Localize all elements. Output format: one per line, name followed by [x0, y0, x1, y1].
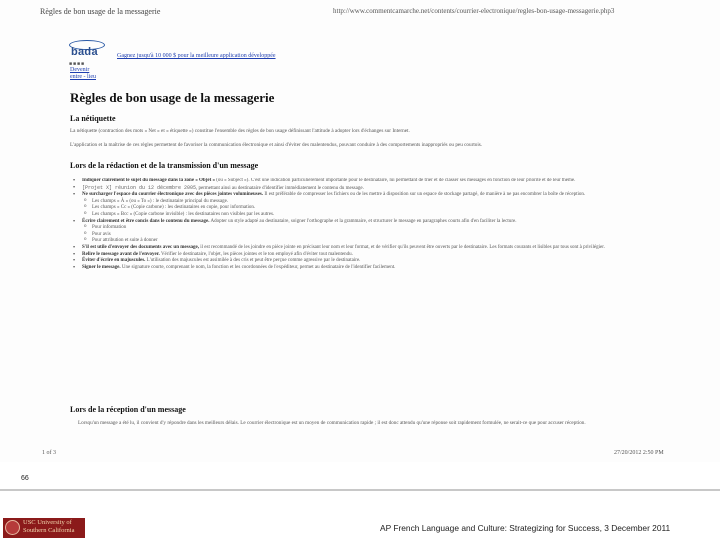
list-item: • Signer le message. Une signature courte, comprenant le nom, la fonction et les coordonnées de l'expéditeur, permet au destinataire de l'identifier facilement. [70, 265, 610, 272]
logo-brand: bada [71, 46, 98, 58]
slide-number: 66 [21, 475, 29, 482]
list-item: • Relire le message avant de l'envoyer. Vérifier le destinataire, l'objet, les pièces jointes et le ton employé afin d'éviter tout malentendu. [70, 252, 610, 259]
usc-seal-icon [5, 520, 20, 535]
usc-name: USC University of Southern California [23, 519, 75, 534]
redaction-heading: Lors de la rédaction et de la transmission d'un message [70, 161, 259, 170]
list-subitem: o Les champs « À » (ou « To ») : le destinataire principal du message. [70, 199, 610, 206]
redaction-bullets [70, 178, 610, 396]
logo-link[interactable]: Devenir entre - lieu [70, 67, 96, 80]
logo-dots: ■■■■ [69, 61, 86, 67]
netiquette-paragraph-2: L'application et la maîtrise de ces règles permettent de favoriser la communication électronique et ainsi d'éviter des malentendus, pouvant conduire à des comportements inappropriés ou peu courtois. [70, 142, 483, 148]
list-item: • Écrire clairement et être concis dans le contenu du message. Adopter un style adapté au destinataire, soigner l'orthographe et la grammaire, et structurer le message en paragraphes courts afin d'en faciliter la lecture. [70, 219, 610, 226]
page-title: Règles de bon usage de la messagerie [70, 90, 275, 105]
slide-footer-text: AP French Language and Culture: Strategizing for Success, 3 December 2011 [380, 523, 671, 533]
usc-logo [3, 518, 85, 538]
print-timestamp: 27/20/2012 2:50 PM [614, 450, 664, 456]
list-item: • S'il est utile d'envoyer des documents avec un message, il est recommandé de les joindre en pièce jointe en précisant leur nom et leur format, et de vérifier qu'ils peuvent être ouverts par le destinataire. Les formats courants et lisibles par tous sont à privilégier. [70, 245, 610, 252]
bada-logo[interactable] [67, 40, 105, 60]
list-subitem: o Les champs « Bcc » (Copie carbone invisible) : les destinataires non visibles par les autres. [70, 212, 610, 219]
list-subitem: o Pour avis [70, 232, 610, 239]
netiquette-heading: La nétiquette [70, 114, 116, 123]
list-subitem: o Pour attribution et suite à donner [70, 238, 610, 245]
list-item: • [Projet X] réunion du 12 décembre 2005, permettant ainsi au destinataire d'identifier immédiatement le contenu du message. [70, 185, 610, 193]
reception-paragraph: Lorsqu'un message a été lu, il convient d'y répondre dans les meilleurs délais. Le courrier électronique est un moyen de communication rapide ; il est donc attendu qu'une réponse soit rapidement formulée, ne serait-ce que pour accuser réception. [78, 420, 586, 426]
netiquette-paragraph-1: La nétiquette (contraction des mots « Net » et « étiquette ») constitue l'ensemble des règles de bon usage définissant l'attitude à adopter lors d'échanges sur Internet. [70, 128, 410, 134]
footer-divider [0, 489, 720, 491]
list-item: • Indiquer clairement le sujet du message dans la zone « Objet » (ou « Subject »). C'est une indication particulièrement importante pour le destinataire, lui permettant de trier et de classer ses messages en fonction de leur priorité et de leur thème. [70, 178, 610, 185]
document-header-title: Règles de bon usage de la messagerie [40, 7, 161, 16]
list-item: • Éviter d'écrire en majuscules. L'utilisation des majuscules est assimilée à des cris et peut être perçue comme agressive par le destinataire. [70, 258, 610, 265]
promo-link[interactable]: Gagnez jusqu'à 10 000 $ pour la meilleure application développée [117, 53, 276, 59]
page-count: 1 of 3 [42, 450, 56, 456]
document-header-url: http://www.commentcamarche.net/contents/courrier-electronique/regles-bon-usage-messagerie.php3 [333, 7, 615, 15]
list-subitem: o Les champs « Cc » (Copie carbone) : les destinataires en copie, pour information. [70, 205, 610, 212]
list-item: • Ne surcharger l'espace du courrier électronique avec des pièces jointes volumineuses. Il est préférable de compresser les fichiers ou de les mettre à disposition sur un espace de stockage partagé, de manière à ne pas encombrer la boîte de réception. [70, 192, 610, 199]
list-subitem: o Pour information [70, 225, 610, 232]
reception-heading: Lors de la réception d'un message [70, 405, 186, 414]
